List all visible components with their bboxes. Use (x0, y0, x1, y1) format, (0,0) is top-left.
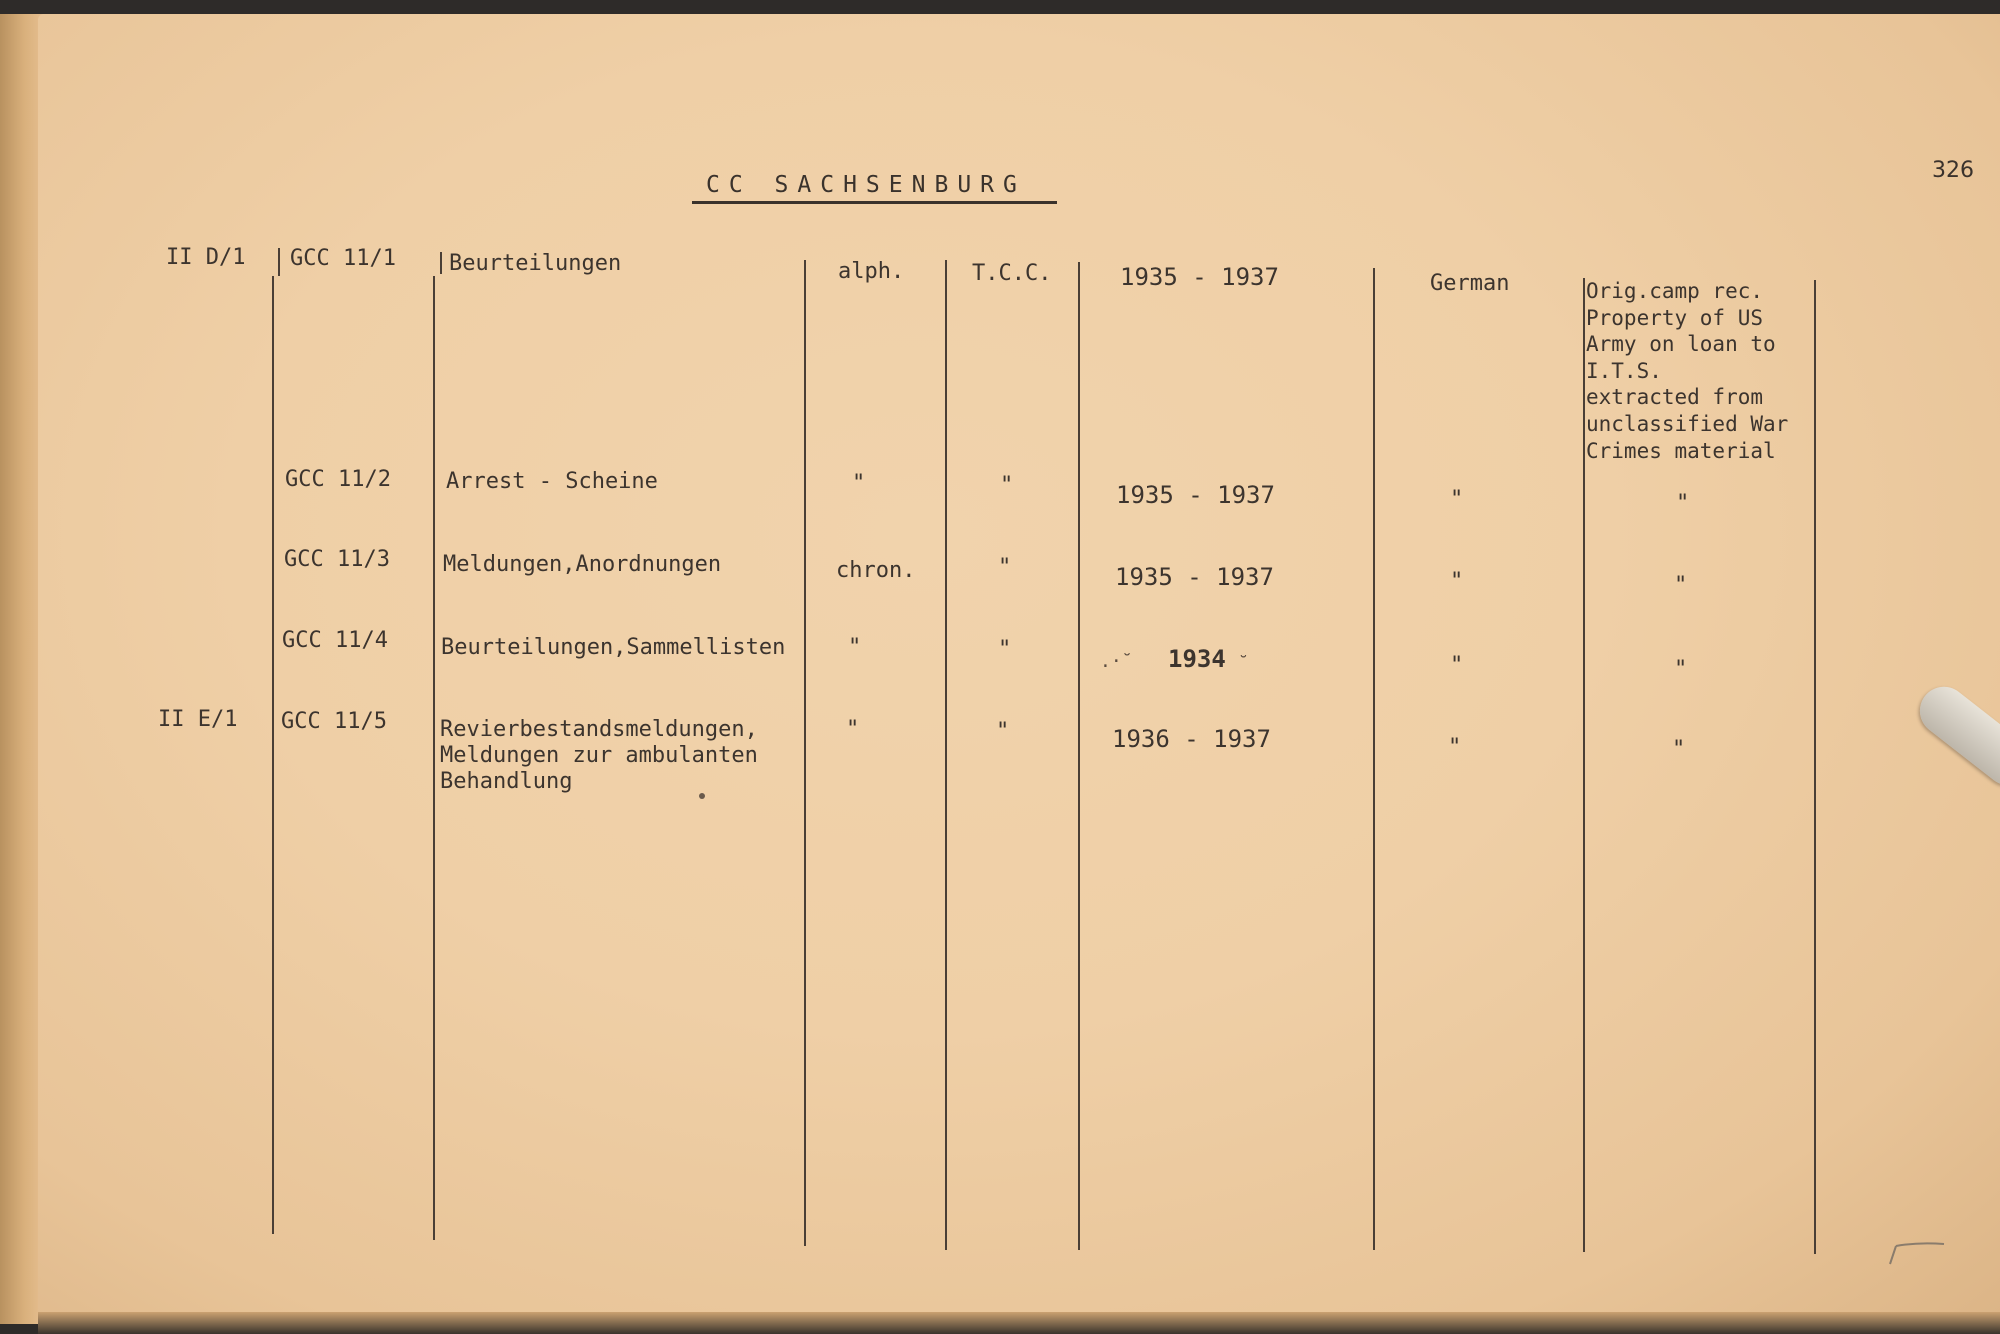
remarks-line: I.T.S. (1586, 358, 1662, 383)
row-subject: Revierbestandsmeldungen, (440, 717, 758, 742)
document-page (38, 14, 2000, 1314)
section-divider (278, 248, 280, 276)
row-subject: Behandlung (440, 769, 573, 794)
row-language: " (1450, 569, 1464, 594)
row-remarks (1586, 278, 1836, 464)
row-section: II E/1 (158, 707, 238, 732)
column-rule (1373, 268, 1375, 1250)
faded-type-marks: ˘ (1238, 653, 1249, 674)
row-holder: " (1000, 473, 1014, 498)
row-code: GCC 11/3 (284, 547, 390, 572)
row-arrangement: " (848, 635, 862, 660)
column-rule (272, 276, 274, 1234)
row-code: GCC 11/4 (282, 628, 388, 653)
column-rule (804, 260, 806, 1246)
row-language: " (1450, 653, 1464, 678)
row-code: GCC 11/5 (281, 709, 387, 734)
row-holder: T.C.C. (972, 261, 1052, 286)
column-rule (945, 260, 947, 1250)
row-language: " (1448, 735, 1462, 760)
row-language: German (1430, 271, 1510, 296)
row-dates: 1934 (1168, 645, 1226, 673)
column-rule-top (440, 252, 442, 274)
row-remarks: " (1674, 657, 1688, 682)
row-subject: Meldungen zur ambulanten (440, 743, 758, 768)
check-mark-icon (1888, 1238, 1948, 1268)
page-number: 326 (1932, 158, 1974, 183)
row-dates: 1935 - 1937 (1116, 481, 1275, 509)
column-rule (1078, 262, 1080, 1250)
row-holder: " (996, 719, 1010, 744)
remarks-line: unclassified War (1586, 411, 1789, 436)
row-subject: Meldungen,Anordnungen (443, 552, 722, 577)
row-remarks: " (1676, 491, 1690, 516)
row-holder: " (998, 555, 1012, 580)
row-remarks: " (1672, 737, 1686, 762)
remarks-line: Orig.camp rec. (1586, 279, 1764, 303)
row-arrangement: " (852, 471, 866, 496)
page-title: CC SACHSENBURG (706, 172, 1026, 198)
remarks-line: Army on loan to (1586, 332, 1776, 357)
row-subject: Arrest - Scheine (446, 469, 658, 494)
row-code: GCC 11/1 (290, 246, 396, 271)
row-dates: 1936 - 1937 (1112, 725, 1271, 753)
column-rule (433, 276, 435, 1240)
row-dates: 1935 - 1937 (1120, 263, 1279, 291)
row-language: " (1450, 487, 1464, 512)
row-section: II D/1 (166, 245, 246, 270)
row-subject: Beurteilungen,Sammellisten (441, 635, 786, 660)
ink-dot (699, 793, 705, 799)
remarks-line: Property of US (1586, 305, 1764, 330)
column-rule (1583, 278, 1585, 1252)
row-holder: " (998, 637, 1012, 662)
remarks-line: extracted from (1586, 385, 1764, 410)
row-arrangement: " (846, 717, 860, 742)
row-arrangement: alph. (838, 259, 905, 284)
title-underline (692, 201, 1057, 204)
remarks-line: Crimes material (1586, 438, 1776, 463)
row-remarks: " (1674, 573, 1688, 598)
row-code: GCC 11/2 (285, 467, 391, 492)
row-arrangement: chron. (836, 558, 916, 583)
page-bottom-edge (38, 1312, 2000, 1334)
row-subject: Beurteilungen (449, 251, 622, 276)
faded-type-marks: .·˘ (1100, 651, 1133, 672)
row-dates: 1935 - 1937 (1115, 563, 1274, 591)
